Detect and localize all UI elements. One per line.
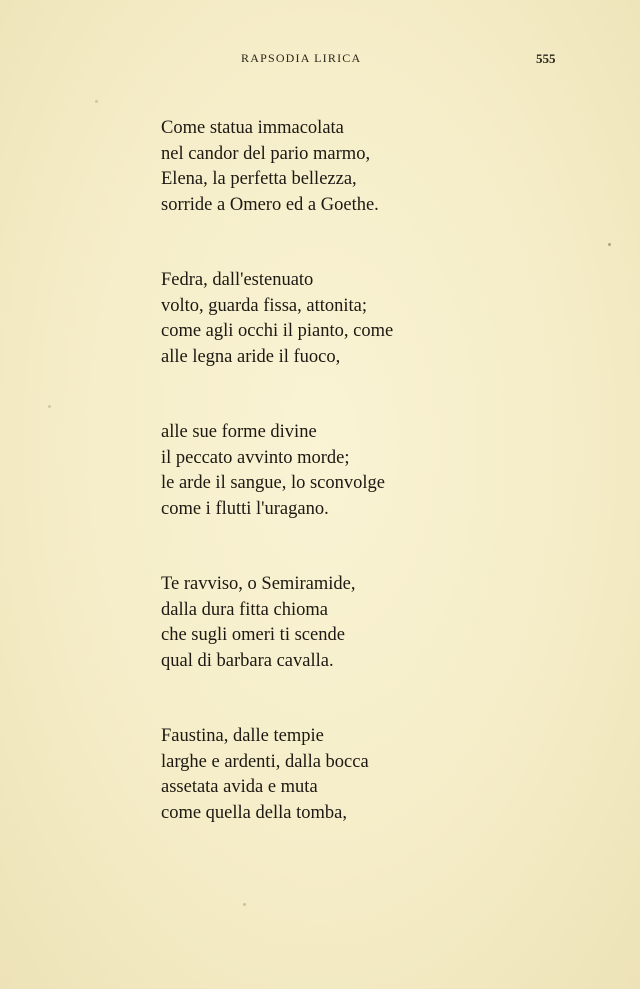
verse-line: volto, guarda fissa, attonita; — [161, 295, 368, 316]
verse-line: il peccato avvinto morde; — [161, 447, 350, 468]
verse-line: come agli occhi il pianto, come — [161, 321, 394, 341]
verse-line: le arde il sangue, lo sconvolge — [161, 473, 385, 493]
verse-line: nel candor del pario marmo, — [161, 143, 371, 164]
paper-speck — [243, 903, 246, 906]
stanza — [161, 572, 541, 674]
verse-line: come quella della tomba, — [161, 802, 347, 823]
verse-line: assetata avida e muta — [161, 777, 318, 797]
stanza — [161, 268, 541, 370]
verse-line: dalla dura fitta chioma — [161, 599, 328, 620]
paper-speck — [95, 100, 98, 103]
stanza — [161, 724, 541, 826]
running-head — [0, 51, 640, 69]
verse-line: Fedra, dall'estenuato — [161, 270, 314, 290]
stanza — [161, 420, 541, 522]
verse-line: Faustina, dalle tempie — [161, 726, 324, 746]
verse-line: larghe e ardenti, dalla bocca — [161, 751, 369, 772]
page-number: 555 — [536, 51, 556, 66]
paper-speck — [48, 405, 51, 408]
verse-line: come i flutti l'uragano. — [161, 498, 329, 519]
verse-line: Te ravviso, o Semiramide, — [161, 574, 356, 594]
running-title: RAPSODIA LIRICA — [241, 51, 362, 65]
verse-line: Come statua immacolata — [161, 118, 344, 138]
stanza — [161, 116, 541, 218]
verse-line: qual di barbara cavalla. — [161, 650, 334, 671]
poem-body — [161, 116, 541, 876]
verse-line: alle sue forme divine — [161, 422, 317, 442]
verse-line: alle legna aride il fuoco, — [161, 346, 341, 367]
verse-line: che sugli omeri ti scende — [161, 625, 345, 645]
verse-line: Elena, la perfetta bellezza, — [161, 169, 357, 189]
verse-line: sorride a Omero ed a Goethe. — [161, 194, 379, 215]
paper-speck — [608, 243, 611, 246]
